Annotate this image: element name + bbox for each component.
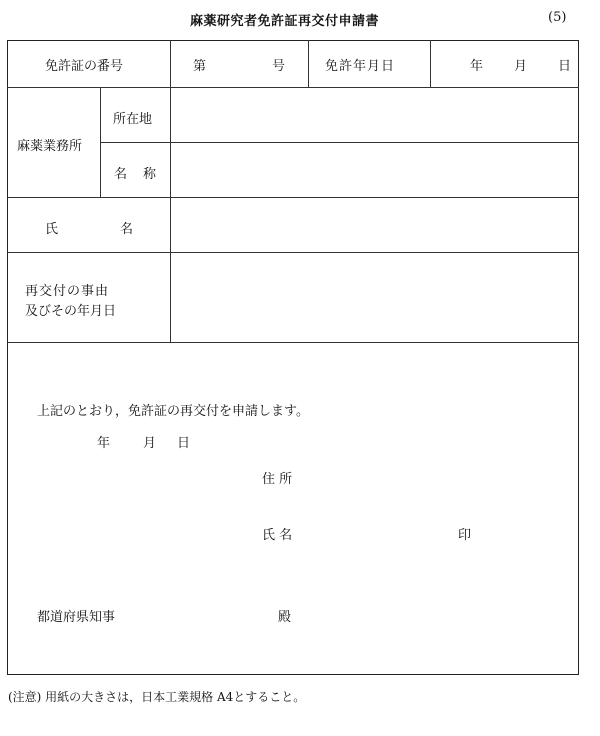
office-name-label-1: 名 bbox=[114, 167, 128, 182]
form-frame bbox=[7, 40, 579, 675]
reason-label-line1: 再交付の事由 bbox=[25, 284, 110, 299]
col-divider-office bbox=[100, 87, 101, 197]
declaration-day: 日 bbox=[177, 436, 191, 451]
col-divider-date bbox=[430, 40, 431, 87]
applicant-name-label: 氏 名 bbox=[262, 528, 293, 543]
office-address-label: 所在地 bbox=[113, 112, 153, 127]
person-name-label-2: 名 bbox=[120, 222, 134, 237]
seal-mark: 印 bbox=[458, 528, 472, 543]
col-divider-number bbox=[308, 40, 309, 87]
office-label: 麻薬業務所 bbox=[17, 139, 83, 154]
form-title: 麻薬研究者免許証再交付申請書 bbox=[190, 14, 380, 29]
person-name-label-1: 氏 bbox=[45, 222, 59, 237]
license-date-label: 免許年月日 bbox=[325, 59, 396, 74]
license-day: 日 bbox=[558, 59, 572, 74]
addressee-label: 都道府県知事 bbox=[37, 610, 116, 625]
row-divider-office-mid bbox=[100, 142, 579, 143]
declaration-month: 月 bbox=[143, 436, 157, 451]
number-prefix: 第 bbox=[193, 59, 207, 74]
col-divider-label bbox=[170, 40, 171, 342]
row-divider-4 bbox=[7, 342, 579, 343]
number-suffix: 号 bbox=[272, 59, 286, 74]
office-name-label-2: 称 bbox=[143, 167, 157, 182]
row-divider-2 bbox=[7, 197, 579, 198]
license-year: 年 bbox=[470, 59, 484, 74]
paper-size-note: (注意) 用紙の大きさは，日本工業規格 A4とすること。 bbox=[8, 690, 306, 704]
form-number: (5) bbox=[548, 10, 567, 25]
declaration-statement: 上記のとおり，免許証の再交付を申請します。 bbox=[37, 404, 309, 419]
row-divider-1 bbox=[7, 87, 579, 88]
row-divider-3 bbox=[7, 252, 579, 253]
license-number-label: 免許証の番号 bbox=[45, 59, 124, 74]
applicant-address-label: 住 所 bbox=[262, 472, 293, 487]
reason-label-line2: 及びその年月日 bbox=[25, 304, 117, 319]
license-month: 月 bbox=[514, 59, 528, 74]
declaration-year: 年 bbox=[97, 436, 111, 451]
honorific-label: 殿 bbox=[278, 610, 292, 625]
